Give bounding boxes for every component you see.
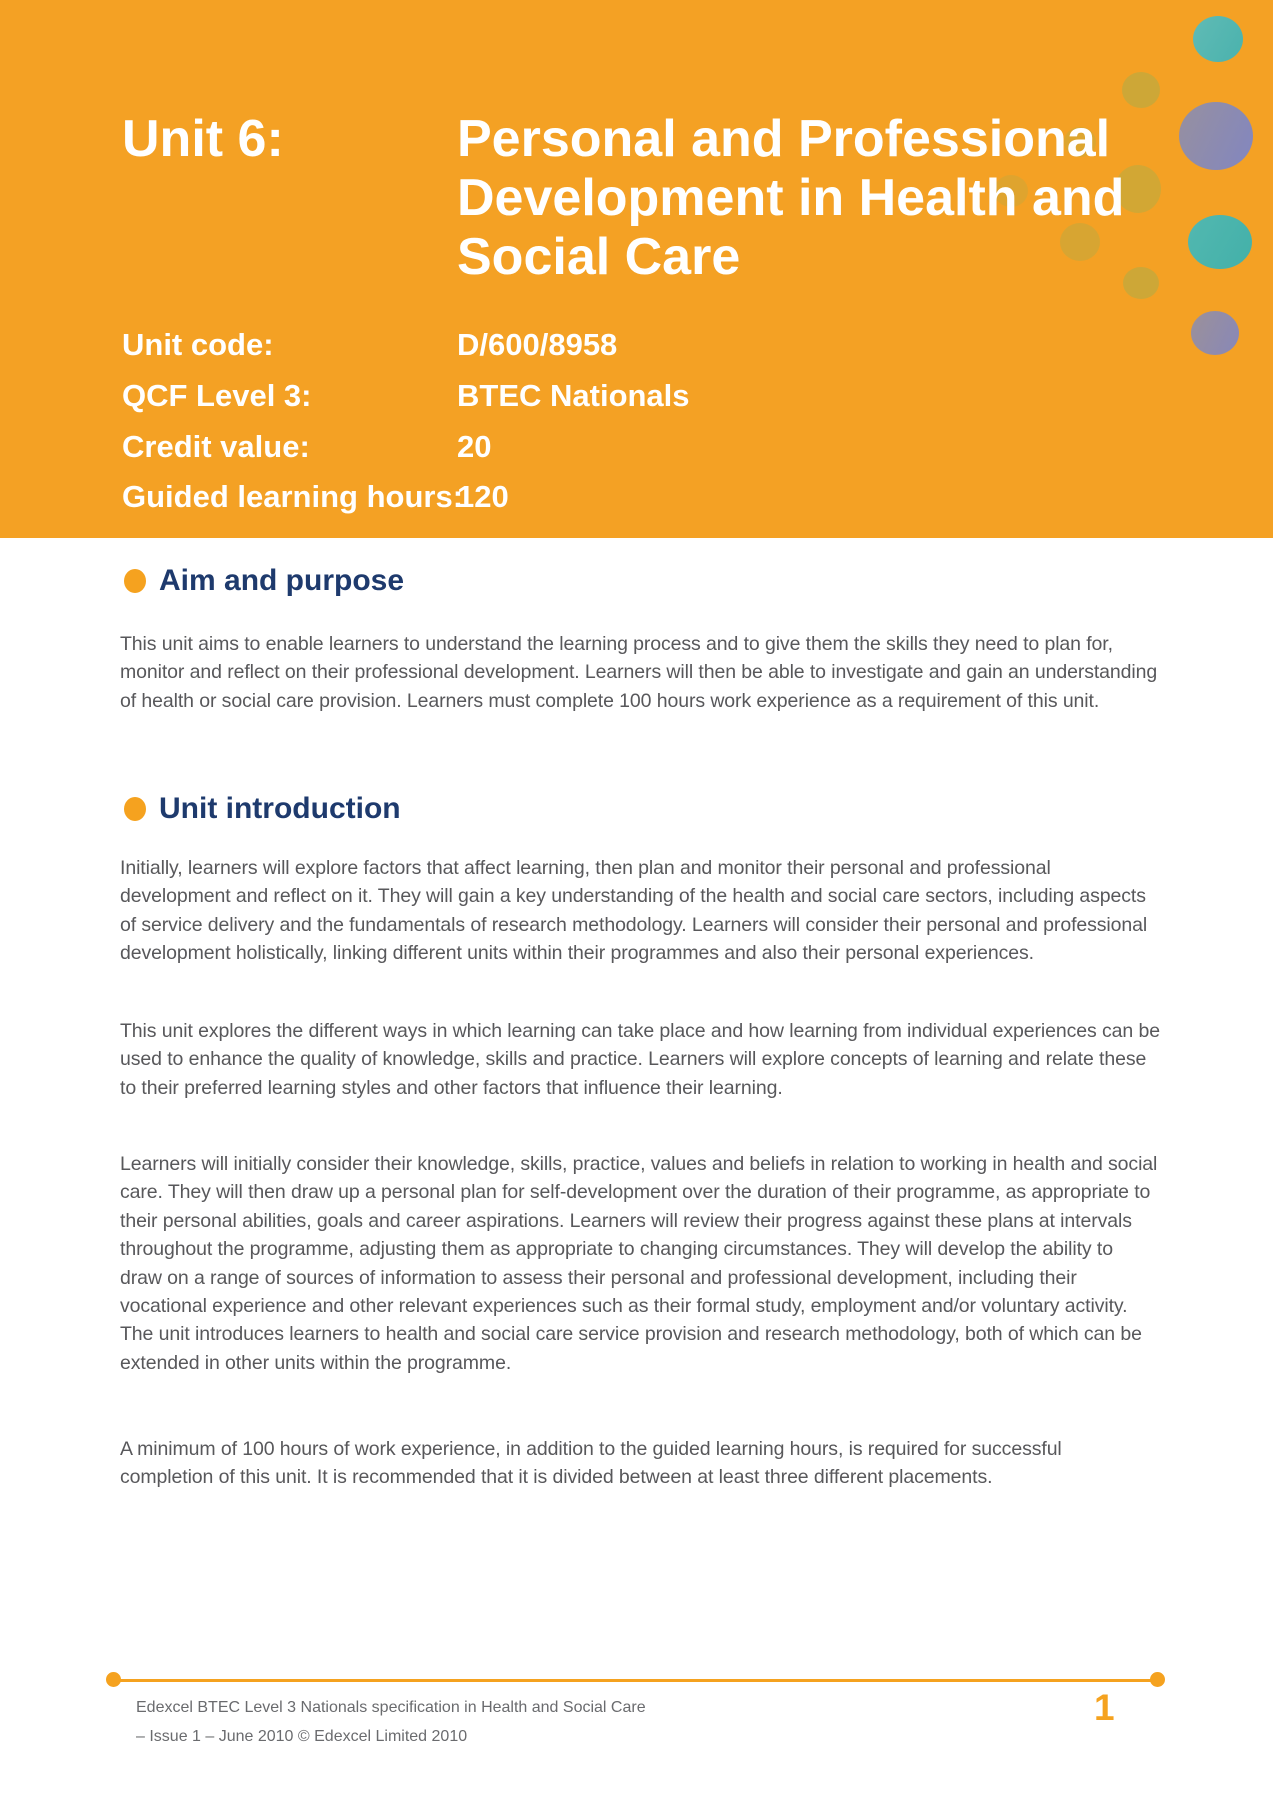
meta-value-qcf-level: BTEC Nationals [457, 378, 690, 413]
unit-title-line: Personal and Professional [457, 110, 1111, 168]
dot-icon [1150, 1672, 1165, 1687]
page-number: 1 [1094, 1687, 1115, 1728]
footer-rule [113, 1679, 1157, 1682]
unit-number: Unit 6: [122, 110, 284, 168]
paragraph: This unit aims to enable learners to understand the learning process and to give them the skills they need to plan for, monitor and reflect on their professional development. Learners will then be able to investigate and gain an understanding of health or social care provision. Learners must complete 100 hours work experience as a requirement of this unit. [120, 633, 1158, 712]
paragraph: Learners will initially consider their knowledge, skills, practice, values and beliefs in relation to working in health and social care. They will then draw up a personal plan for self-development over the duration of their programme, as appropriate to their personal abilities, goals and career aspirations. Learners will review their progress against these plans at intervals throughout the programme, adjusting them as appropriate to changing circumstances. They will develop the ability to draw on a range of sources of information to assess their personal and professional development, including their vocational experience and other relevant experiences such as their formal study, employment and/or voluntary activity. The unit introduces learners to health and social care service provision and research methodology, both of which can be extended in other units within the programme. [120, 1153, 1158, 1374]
paragraph: This unit explores the different ways in which learning can take place and how learning from individual experiences can be used to enhance the quality of knowledge, skills and practice. Learners will explore concepts of learning and relate these to their preferred learning styles and other factors that influence their learning. [120, 1020, 1160, 1099]
unit-title [457, 110, 1137, 287]
header-band [0, 0, 1273, 538]
bullet-icon [124, 569, 146, 593]
decor-circle-purple-icon [1191, 311, 1239, 355]
paragraph: A minimum of 100 hours of work experience, in addition to the guided learning hours, is required for successful completion of this unit. It is recommended that it is divided between at least three different placements. [120, 1438, 1062, 1489]
meta-value-credit-value: 20 [457, 429, 492, 464]
meta-label-qcf-level: QCF Level 3: [122, 378, 312, 413]
paragraph: Initially, learners will explore factors that affect learning, then plan and monitor their personal and professional development and reflect on it. They will gain a key understanding of the health and social care sectors, including aspects of service delivery and the fundamentals of research methodology. Learners will consider their personal and professional development holistically, linking different units within their programmes and also their personal experiences. [120, 857, 1148, 965]
section-title: Aim and purpose [159, 564, 405, 597]
decor-circle-teal-icon [1193, 16, 1243, 62]
section-title: Unit introduction [159, 792, 401, 825]
section-heading-unit-introduction [124, 791, 401, 827]
bullet-icon [124, 797, 146, 821]
decor-circle-purple-icon [1179, 102, 1253, 170]
footer-line1: Edexcel BTEC Level 3 Nationals specification in Health and Social Care [136, 1699, 646, 1716]
unit-title-line: Social Care [457, 228, 741, 286]
decor-circle-teal-icon [1188, 215, 1252, 269]
section-heading-aim-and-purpose [124, 563, 404, 599]
footer-line2: – Issue 1 – June 2010 © Edexcel Limited 2010 [136, 1728, 468, 1745]
meta-label-guided-hours: Guided learning hours: [122, 479, 464, 514]
decor-circle-olive-icon [1122, 72, 1160, 108]
dot-icon [106, 1672, 121, 1687]
meta-value-guided-hours: 120 [457, 479, 509, 514]
meta-label-credit-value: Credit value: [122, 429, 310, 464]
meta-label-unit-code: Unit code: [122, 327, 274, 362]
unit-title-line: Development in Health and [457, 169, 1125, 227]
footer-text [136, 1693, 646, 1751]
meta-value-unit-code: D/600/8958 [457, 327, 618, 362]
